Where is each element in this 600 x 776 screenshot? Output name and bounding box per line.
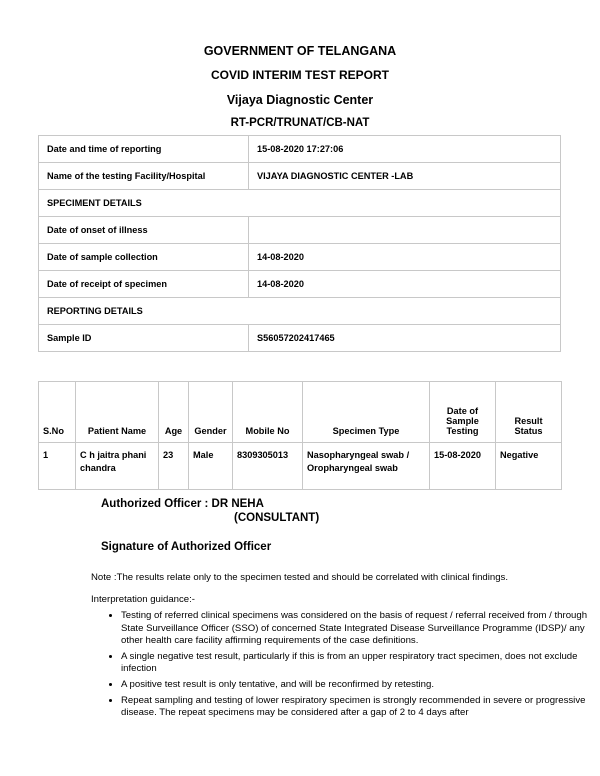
header-mobile: Mobile No xyxy=(233,382,303,443)
sample-value: S56057202417465 xyxy=(249,325,561,352)
signature-label: Signature of Authorized Officer xyxy=(101,541,272,553)
onset-row xyxy=(39,217,561,244)
collection-row xyxy=(39,244,561,271)
interpretation-title: Interpretation guidance:- xyxy=(91,594,195,605)
header-age: Age xyxy=(159,382,189,443)
header-specimen-type: Specimen Type xyxy=(303,382,430,443)
sample-row xyxy=(39,325,561,352)
cell-sno: 1 xyxy=(39,443,76,490)
test-types: RT-PCR/TRUNAT/CB-NAT xyxy=(230,117,370,129)
report-info-table xyxy=(38,135,561,352)
header-patient-name: Patient Name xyxy=(76,382,159,443)
cell-mobile: 8309305013 xyxy=(233,443,303,490)
results-header-row xyxy=(39,382,562,443)
list-item: • Repeat sampling and testing of lower respiratory specimen is strongly recommended in severe or progressive disease. The repeat specimens may be considered after a gap of 2 to 4 days after xyxy=(121,695,591,720)
table-row xyxy=(39,443,562,490)
report-title: COVID INTERIM TEST REPORT xyxy=(210,68,389,82)
facility-row xyxy=(39,163,561,190)
receipt-label: Date of receipt of specimen xyxy=(39,271,249,298)
reporting-row xyxy=(39,136,561,163)
center-name: Vijaya Diagnostic Center xyxy=(226,93,374,107)
facility-value: VIJAYA DIAGNOSTIC CENTER -LAB xyxy=(249,163,561,190)
interpretation-list xyxy=(91,610,591,723)
list-item: • A positive test result is only tentative, and will be reconfirmed by retesting. xyxy=(121,679,591,692)
receipt-value: 14-08-2020 xyxy=(249,271,561,298)
reporting-label: Date and time of reporting xyxy=(39,136,249,163)
onset-label: Date of onset of illness xyxy=(39,217,249,244)
facility-label: Name of the testing Facility/Hospital xyxy=(39,163,249,190)
authorized-officer: Authorized Officer : DR NEHA xyxy=(101,498,264,510)
reporting-section-row xyxy=(39,298,561,325)
government-title: GOVERNMENT OF TELANGANA xyxy=(203,44,397,58)
results-note: Note :The results relate only to the specimen tested and should be correlated with clinical findings. xyxy=(91,572,509,583)
header-sno: S.No xyxy=(39,382,76,443)
results-table xyxy=(38,381,562,490)
header-testing-date: Date of Sample Testing xyxy=(430,382,496,443)
list-item: • Testing of referred clinical specimens was considered on the basis of request / referral received from / through State Surveillance Officer (SSO) of concerned State Integrated Disease Surveillance Programme (IDSP)/ any other health care facility affirming requirements of the case definitions. xyxy=(121,610,591,648)
cell-gender: Male xyxy=(189,443,233,490)
specimen-section-heading: SPECIMENT DETAILS xyxy=(39,190,561,217)
receipt-row xyxy=(39,271,561,298)
reporting-value: 15-08-2020 17:27:06 xyxy=(249,136,561,163)
cell-age: 23 xyxy=(159,443,189,490)
sample-label: Sample ID xyxy=(39,325,249,352)
list-item: • A single negative test result, particularly if this is from an upper respiratory tract specimen, does not exclude infection xyxy=(121,651,591,676)
header-result-status: Result Status xyxy=(496,382,562,443)
collection-label: Date of sample collection xyxy=(39,244,249,271)
cell-result-status: Negative xyxy=(496,443,562,490)
header-gender: Gender xyxy=(189,382,233,443)
cell-patient-name: C h jaitra phani chandra xyxy=(76,443,159,490)
cell-testing-date: 15-08-2020 xyxy=(430,443,496,490)
collection-value: 14-08-2020 xyxy=(249,244,561,271)
cell-specimen-type: Nasopharyngeal swab / Oropharyngeal swab xyxy=(303,443,430,490)
onset-value xyxy=(249,217,561,244)
officer-designation: (CONSULTANT) xyxy=(234,512,320,524)
specimen-section-row xyxy=(39,190,561,217)
reporting-section-heading: REPORTING DETAILS xyxy=(39,298,561,325)
